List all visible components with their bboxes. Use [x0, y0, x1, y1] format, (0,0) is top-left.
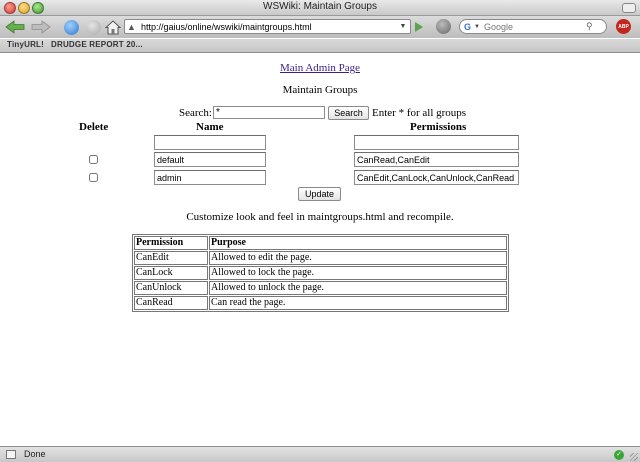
status-bar — [0, 446, 640, 462]
page-status-icon — [6, 450, 16, 459]
reload-icon — [64, 20, 79, 35]
site-identity-icon[interactable]: ▲ — [127, 21, 136, 32]
main-admin-link-container — [0, 62, 640, 74]
search-hint: Enter * for all groups — [372, 107, 467, 119]
history-dropdown-icon[interactable]: ▼ — [399, 23, 407, 30]
table-row — [134, 266, 507, 280]
permission-header: Permission — [134, 236, 208, 250]
home-icon — [105, 20, 121, 35]
google-g-icon[interactable]: G — [464, 21, 472, 32]
table-row — [134, 296, 507, 310]
delete-checkbox-admin[interactable] — [89, 173, 98, 182]
magnifier-icon[interactable]: ⚲ — [586, 21, 593, 31]
web-search-input[interactable] — [482, 21, 586, 33]
ok-status-icon[interactable]: ✓ — [614, 450, 624, 460]
stop-button[interactable] — [84, 18, 102, 36]
back-arrow-icon — [5, 20, 25, 34]
permissions-column-header: Permissions — [410, 121, 467, 133]
forward-arrow-icon — [31, 20, 51, 34]
go-arrow-icon[interactable] — [415, 22, 423, 32]
table-row — [134, 281, 507, 295]
url-input[interactable] — [139, 22, 398, 32]
permissions-table — [132, 234, 509, 312]
window-title-bar — [0, 0, 640, 16]
bookmark-drudge-report[interactable]: DRUDGE REPORT 20... — [51, 40, 143, 49]
delete-column-header: Delete — [79, 121, 109, 133]
group-permissions-input-default[interactable] — [354, 152, 519, 167]
address-bar[interactable] — [124, 19, 411, 34]
new-group-name-input[interactable] — [154, 135, 266, 150]
group-name-input-admin[interactable] — [154, 170, 266, 185]
name-column-header: Name — [196, 121, 224, 133]
update-button[interactable]: Update — [298, 187, 341, 201]
status-text: Done — [24, 449, 46, 459]
purpose-header: Purpose — [209, 236, 507, 250]
purpose-cell: Can read the page. — [209, 296, 507, 310]
new-group-permissions-input[interactable] — [354, 135, 519, 150]
delete-checkbox-default[interactable] — [89, 155, 98, 164]
permission-cell: CanUnlock — [134, 281, 208, 295]
group-name-input-default[interactable] — [154, 152, 266, 167]
page-heading: Maintain Groups — [282, 84, 358, 96]
search-engine-dropdown-icon[interactable]: ▼ — [474, 23, 480, 30]
forward-button[interactable] — [30, 18, 52, 36]
table-header-row — [134, 236, 507, 250]
adblock-icon[interactable]: ABP — [616, 19, 631, 34]
permission-cell: CanEdit — [134, 251, 208, 265]
bookmarks-bar — [0, 39, 640, 53]
stop-icon — [86, 20, 101, 35]
table-row — [134, 251, 507, 265]
group-search-input[interactable] — [213, 106, 325, 119]
search-button[interactable]: Search — [328, 106, 369, 120]
bookmark-tinyurl[interactable]: TinyURL! — [7, 40, 45, 49]
extension-icon[interactable] — [436, 19, 451, 34]
permission-cell: CanLock — [134, 266, 208, 280]
back-button[interactable] — [4, 18, 26, 36]
search-bar[interactable] — [459, 19, 607, 34]
group-permissions-input-admin[interactable] — [354, 170, 519, 185]
purpose-cell: Allowed to lock the page. — [209, 266, 507, 280]
purpose-cell: Allowed to edit the page. — [209, 251, 507, 265]
toolbar-toggle-icon[interactable] — [622, 3, 636, 13]
search-label: Search: — [179, 107, 212, 119]
purpose-cell: Allowed to unlock the page. — [209, 281, 507, 295]
main-admin-page-link[interactable]: Main Admin Page — [279, 62, 361, 74]
customize-note: Customize look and feel in maintgroups.html and recompile. — [186, 211, 454, 223]
permission-cell: CanRead — [134, 296, 208, 310]
page-content — [0, 53, 640, 446]
resize-grip-icon[interactable] — [630, 453, 638, 461]
reload-button[interactable] — [62, 18, 80, 36]
navigation-toolbar — [0, 16, 640, 38]
window-title: WSWiki: Maintain Groups — [263, 1, 377, 12]
home-button[interactable] — [104, 18, 122, 36]
